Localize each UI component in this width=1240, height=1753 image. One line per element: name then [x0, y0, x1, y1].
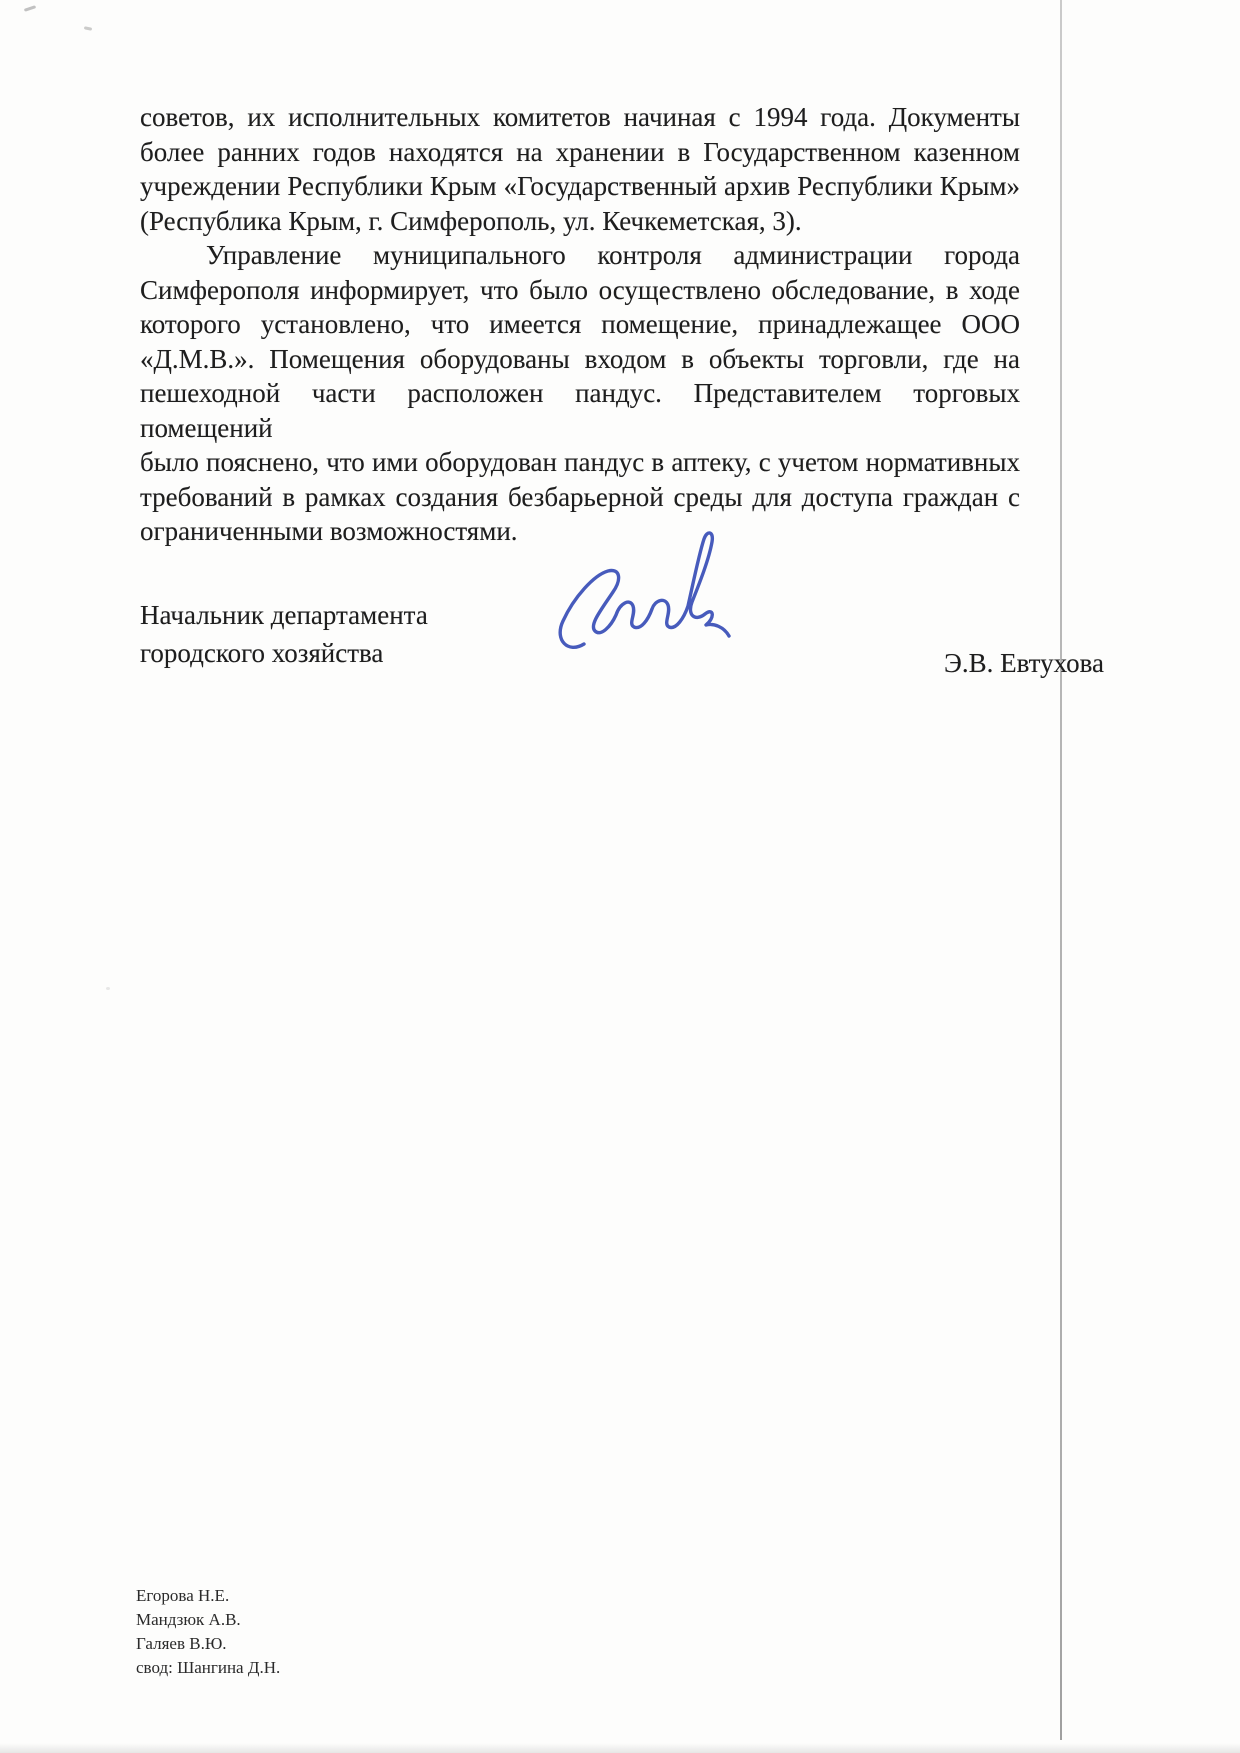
- executor-item: Мандзюк А.В.: [136, 1610, 241, 1629]
- scan-fold-line-artifact: [1060, 0, 1062, 1740]
- executors-list: [136, 1584, 280, 1680]
- executor-item: свод: Шангина Д.Н.: [136, 1658, 281, 1677]
- handwritten-signature: [548, 526, 740, 654]
- text-line: которого установлено, что имеется помещение, принадлежащее ООО: [140, 309, 1020, 339]
- text-line: пешеходной части расположен пандус. Представителем торговых помещений: [140, 378, 1020, 443]
- scan-speck: [24, 5, 36, 12]
- text-line: (Республика Крым, г. Симферополь, ул. Кечкеметская, 3).: [140, 205, 802, 236]
- scan-speck: [84, 26, 92, 31]
- position-title-line-1: Начальник департамента: [140, 600, 428, 630]
- executor-item: Галяев В.Ю.: [136, 1634, 227, 1653]
- paragraph: [140, 100, 1020, 238]
- executor-item: Егорова Н.Е.: [136, 1586, 230, 1605]
- document-body: [140, 100, 1020, 549]
- text-line: более ранних годов находятся на хранении в Государственном казенном: [140, 136, 1020, 167]
- signer-name: Э.В. Евтухова: [944, 648, 1104, 678]
- text-line: учреждении Республики Крым «Государственный архив Республики Крым»: [140, 171, 1020, 201]
- text-line: Управление муниципального контроля администрации города: [206, 240, 1020, 270]
- position-title-line-2: городского хозяйства: [140, 638, 384, 668]
- paragraph: [140, 238, 1020, 549]
- signature-stroke: [560, 533, 729, 647]
- signature-block-titles: [140, 596, 428, 672]
- text-line: «Д.М.В.». Помещения оборудованы входом в объекты торговли, где на: [140, 343, 1020, 374]
- scan-speck: [106, 987, 110, 990]
- page-bottom-scan-shadow: [0, 1743, 1240, 1753]
- text-line: советов, их исполнительных комитетов начиная с 1994 года. Документы: [140, 102, 1020, 132]
- text-line: Симферополя информирует, что было осуществлено обследование, в ходе: [140, 274, 1020, 305]
- text-line: требований в рамках создания безбарьерной среды для доступа граждан с: [140, 481, 1020, 512]
- text-line: было пояснено, что ими оборудован пандус в аптеку, с учетом нормативных: [140, 447, 1020, 477]
- text-line: ограниченными возможностями.: [140, 516, 518, 546]
